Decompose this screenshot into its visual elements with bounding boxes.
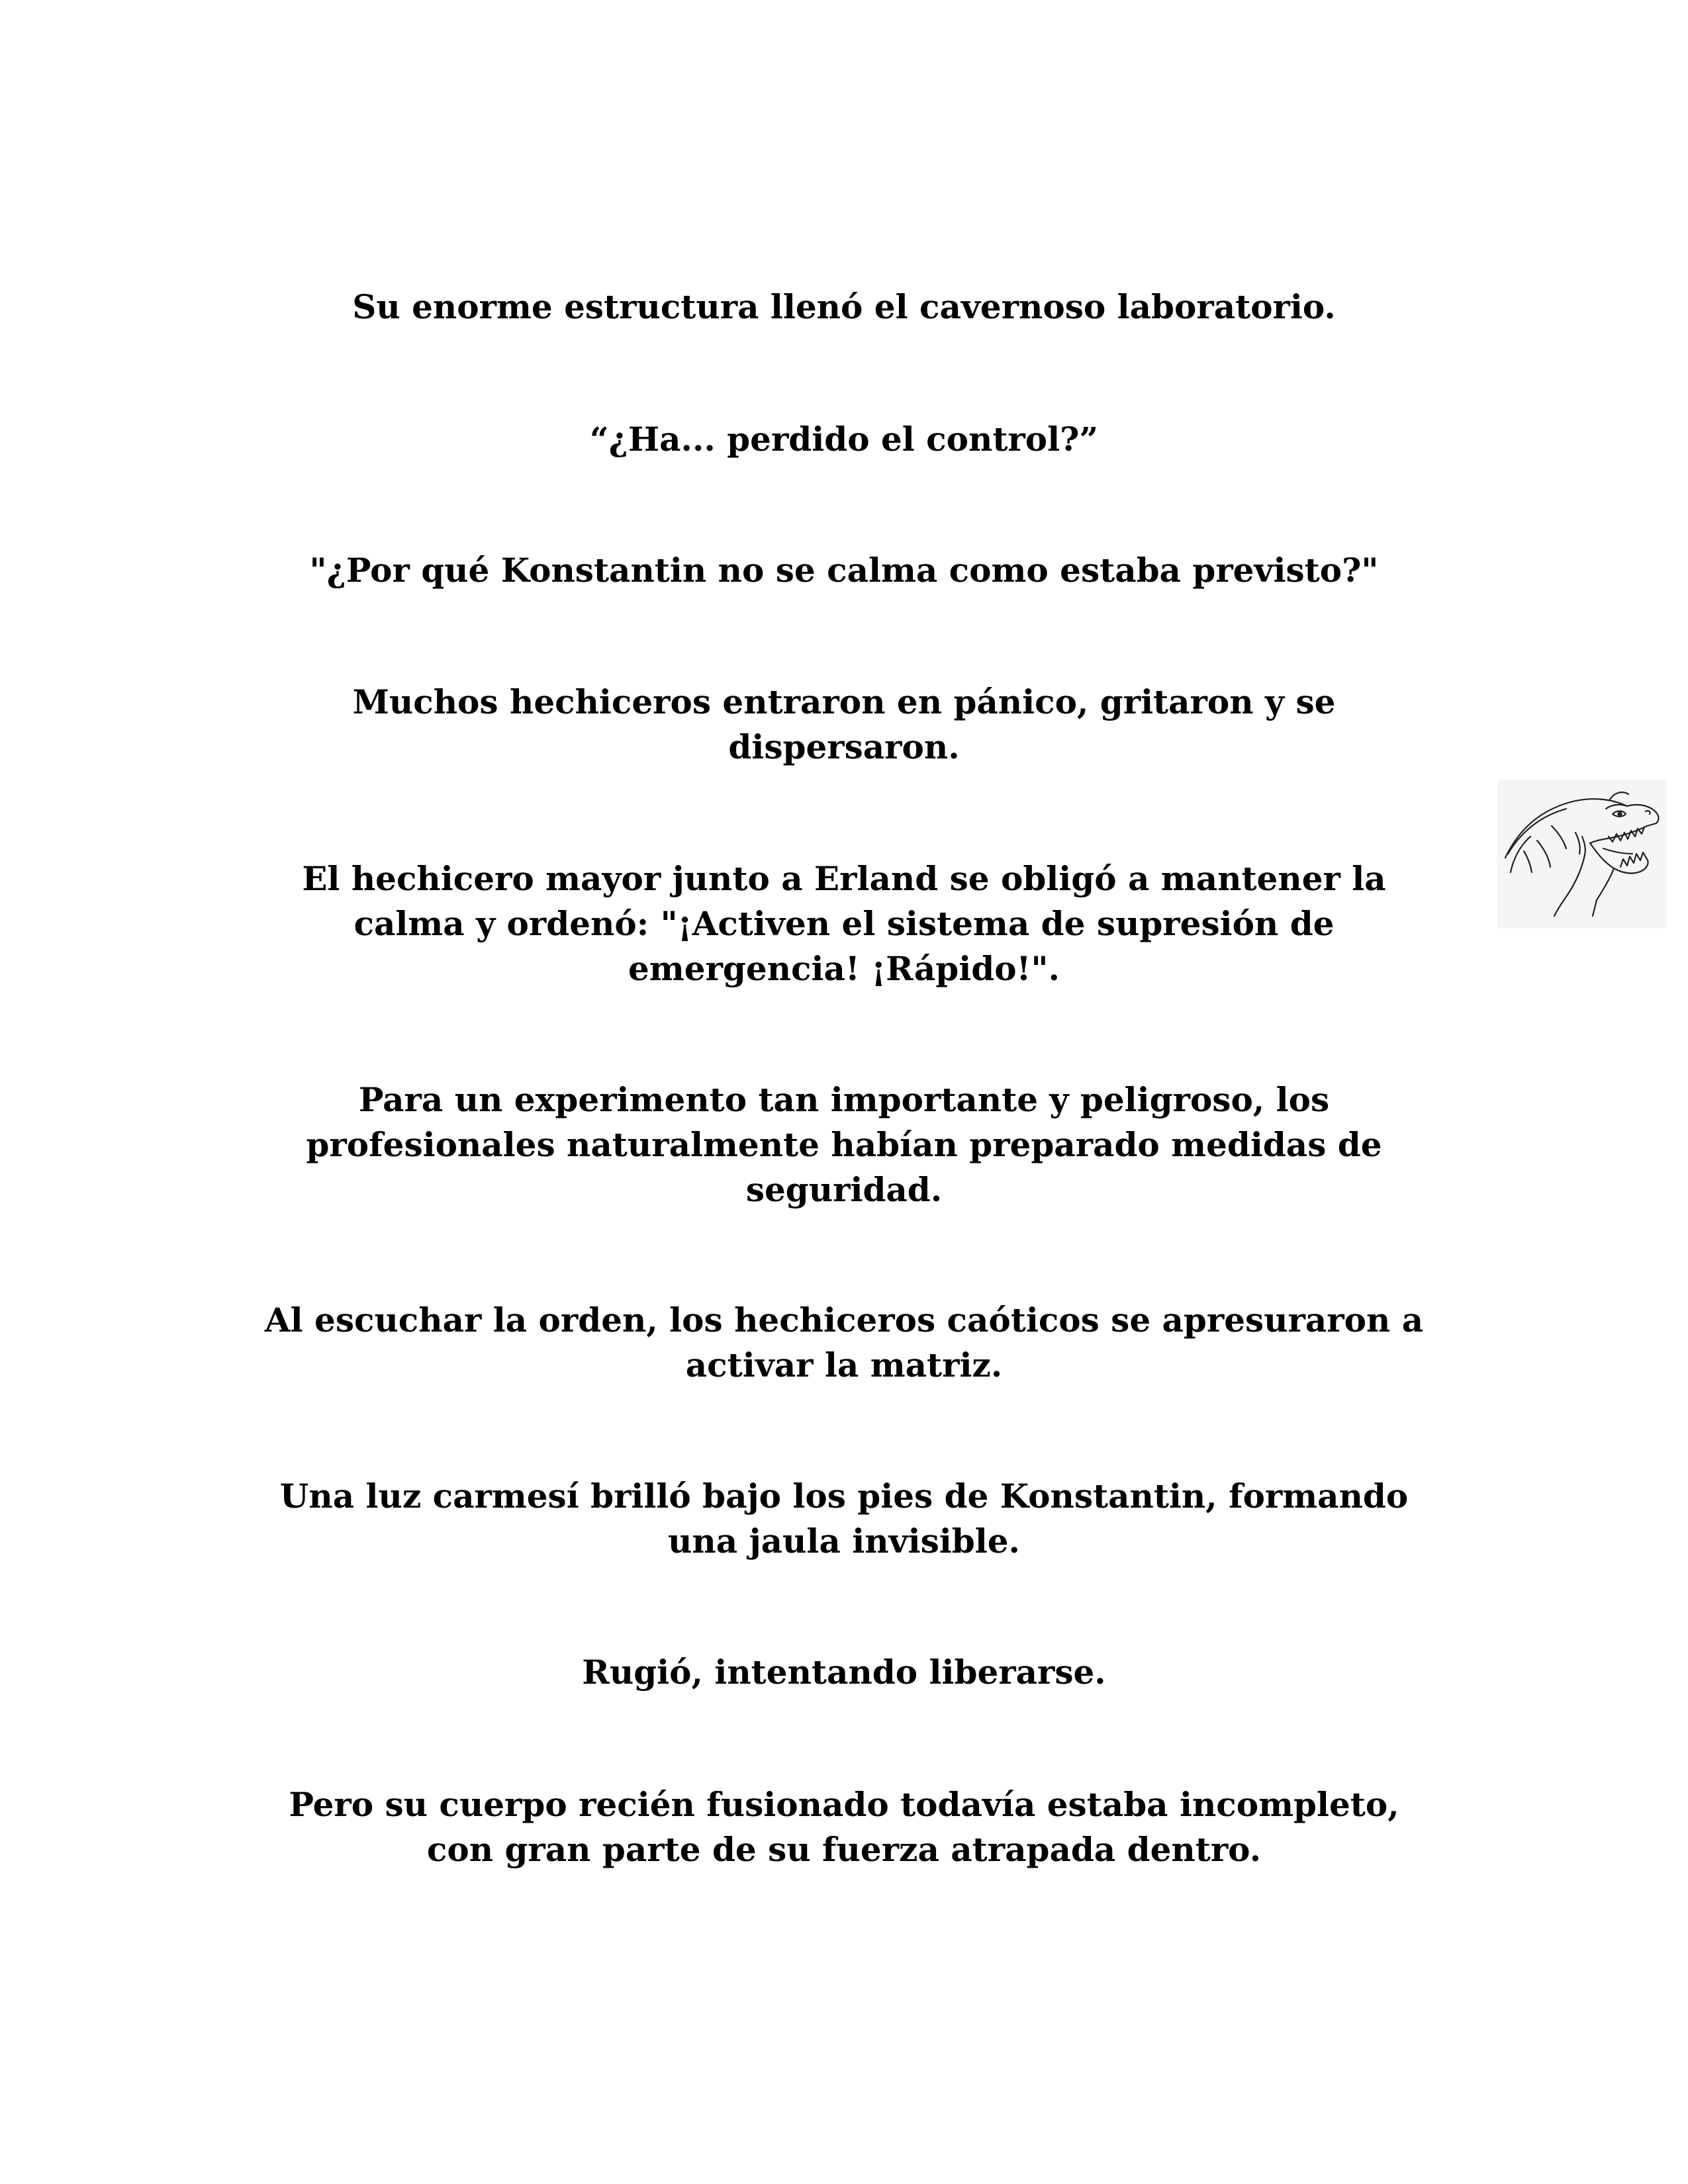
paragraph-4: Muchos hechiceros entraron en pánico, gritaron y se dispersaron. (352, 682, 1336, 766)
paragraph-6: Para un experimento tan importante y peligroso, los profesionales naturalmente habían preparado medidas de seguridad. (306, 1080, 1382, 1209)
paragraph-3: "¿Por qué Konstantin no se calma como estaba previsto?" (309, 551, 1379, 590)
paragraph-9: Rugió, intentando liberarse. (582, 1653, 1106, 1692)
paragraph-2: “¿Ha... perdido el control?” (589, 420, 1099, 459)
paragraph-7: Al escuchar la orden, los hechiceros caóticos se apresuraron a activar la matriz. (264, 1300, 1424, 1385)
paragraph-1: Su enorme estructura llenó el cavernoso laboratorio. (352, 287, 1336, 326)
paragraph-10: Pero su cuerpo recién fusionado todavía estaba incompleto, con gran parte de su fuerza atrapada dentro. (289, 1785, 1399, 1869)
paragraph-8: Una luz carmesí brilló bajo los pies de Konstantin, formando una jaula invisible. (279, 1477, 1409, 1561)
paragraph-5: El hechicero mayor junto a Erland se obligó a mantener la calma y ordenó: "¡Activen el sistema de supresión de emergencia! ¡Rápido!". (302, 859, 1386, 988)
dinosaur-head-sketch-icon (1497, 780, 1666, 929)
